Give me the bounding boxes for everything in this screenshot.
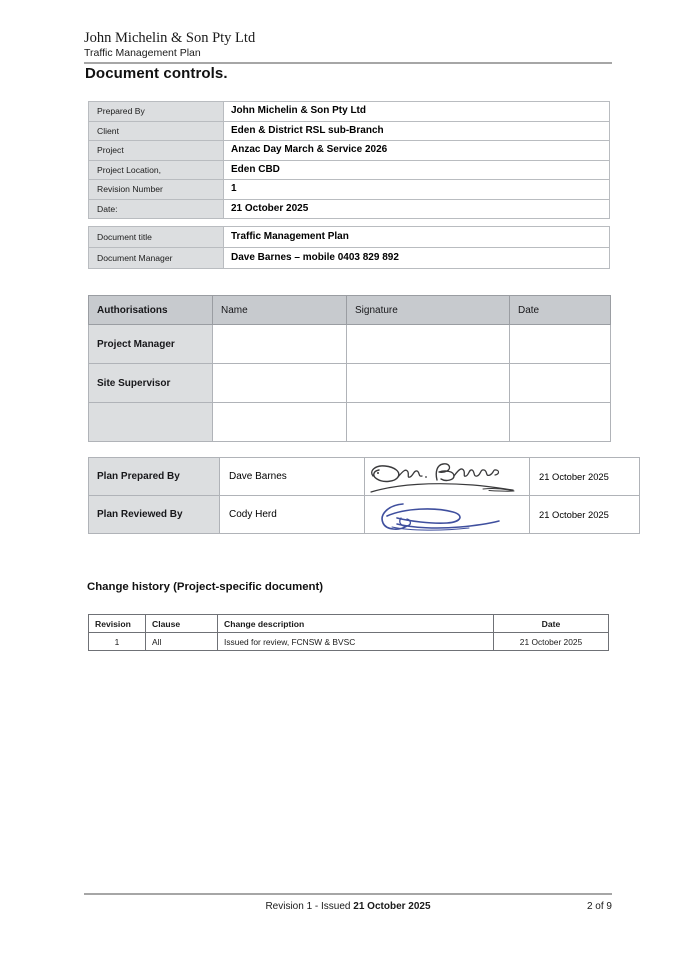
cell-signature-project-manager[interactable] [347,325,510,364]
cell-name-empty[interactable] [213,403,347,442]
page-footer [84,893,612,917]
field-value-document-title: Traffic Management Plan [224,227,610,248]
cell-signature-site-supervisor[interactable] [347,364,510,403]
table-row [89,160,610,180]
cell-date-plan-reviewed-by: 21 October 2025 [530,496,640,534]
column-header-revision: Revision [89,615,146,633]
table-row [89,180,610,200]
table-header-row [89,615,609,633]
table-row [89,458,640,496]
cell-clause: All [146,633,218,651]
row-label-project-manager: Project Manager [89,325,213,364]
footer-revision-date: 21 October 2025 [353,901,431,912]
footer-content [84,901,612,917]
cell-change-date: 21 October 2025 [494,633,609,651]
table-row [89,102,610,122]
document-info-table [88,101,610,219]
cell-name-plan-prepared-by: Dave Barnes [220,458,365,496]
field-value-project: Anzac Day March & Service 2026 [224,141,610,161]
change-history-heading: Change history (Project-specific document) [87,581,324,593]
field-value-document-manager: Dave Barnes – mobile 0403 829 892 [224,248,610,269]
table-row [89,325,611,364]
cell-name-site-supervisor[interactable] [213,364,347,403]
row-label-plan-prepared-by: Plan Prepared By [89,458,220,496]
change-history-table [88,614,609,651]
table-row [89,496,640,534]
table-row [89,121,610,141]
row-label-site-supervisor: Site Supervisor [89,364,213,403]
field-label-revision-number: Revision Number [89,180,224,200]
cell-date-empty[interactable] [510,403,611,442]
field-label-document-manager: Document Manager [89,248,224,269]
column-header-change-description: Change description [218,615,494,633]
field-label-project: Project [89,141,224,161]
field-value-prepared-by: John Michelin & Son Pty Ltd [224,102,610,122]
row-label-empty[interactable] [89,403,213,442]
header-subtitle: Traffic Management Plan [84,47,201,59]
column-header-date: Date [510,296,611,325]
table-row [89,248,610,269]
header-divider [84,62,612,64]
handwritten-signature-cody-herd [365,496,529,533]
cell-signature-empty[interactable] [347,403,510,442]
cell-date-plan-prepared-by: 21 October 2025 [530,458,640,496]
table-row [89,364,611,403]
field-label-client: Client [89,121,224,141]
table-row [89,227,610,248]
document-header [84,30,612,64]
field-label-project-location: Project Location, [89,160,224,180]
field-label-prepared-by: Prepared By [89,102,224,122]
column-header-clause: Clause [146,615,218,633]
cell-signature-plan-prepared-by [365,458,530,496]
row-label-plan-reviewed-by: Plan Reviewed By [89,496,220,534]
field-value-date: 21 October 2025 [224,199,610,219]
cell-date-site-supervisor[interactable] [510,364,611,403]
cell-revision: 1 [89,633,146,651]
handwritten-signature-dave-barnes [365,458,529,495]
footer-page-number: 2 of 9 [586,901,612,912]
table-row [89,199,610,219]
footer-revision-prefix: Revision 1 - Issued [265,901,354,912]
field-value-revision-number: 1 [224,180,610,200]
document-meta-table [88,226,610,269]
field-value-client: Eden & District RSL sub-Branch [224,121,610,141]
table-header-row [89,296,611,325]
authorisations-table [88,295,611,442]
company-name: John Michelin & Son Pty Ltd [84,30,256,46]
cell-name-project-manager[interactable] [213,325,347,364]
table-row [89,633,609,651]
table-row [89,141,610,161]
table-row [89,403,611,442]
field-label-document-title: Document title [89,227,224,248]
column-header-authorisations: Authorisations [89,296,213,325]
page-title: Document controls. [85,65,228,82]
column-header-signature: Signature [347,296,510,325]
cell-signature-plan-reviewed-by [365,496,530,534]
cell-name-plan-reviewed-by: Cody Herd [220,496,365,534]
footer-divider [84,893,612,895]
footer-revision-text [84,901,612,912]
cell-date-project-manager[interactable] [510,325,611,364]
cell-change-description: Issued for review, FCNSW & BVSC [218,633,494,651]
field-label-date: Date: [89,199,224,219]
column-header-name: Name [213,296,347,325]
signoff-table [88,457,640,534]
field-value-project-location: Eden CBD [224,160,610,180]
column-header-change-date: Date [494,615,609,633]
